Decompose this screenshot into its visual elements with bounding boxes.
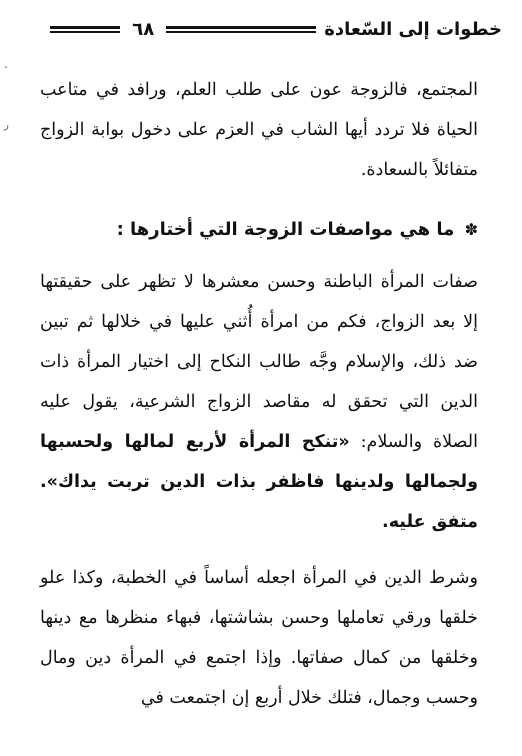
page-number: ٦٨ (132, 18, 155, 40)
header-rule-middle (166, 26, 316, 33)
header-rule-end (50, 26, 120, 33)
hadith-source-note: متفق عليه. (382, 512, 478, 532)
margin-mark: ر (4, 120, 9, 131)
paragraph-qualities (40, 262, 478, 542)
header-title: خطوات إلى السّعادة (324, 18, 502, 40)
paragraph-religion-condition: وشرط الدين في المرأة اجعله أساساً في الخطبة، وكذا علو خلقها ورقي تعاملها وحسن بشاشتها، فبهاء منظرها مع دينها وخلقها من كمال صفاتها. وإذا اجتمع في المرأة دين ومال وحسب وجمال، فتلك خلال أربع إن اجتمعت في (40, 568, 478, 708)
hadith-quote: «تنكح المرأة لأربع لمالها ولحسبها ولجمالها ولدينها فاظفر بذات الدين تربت يداك». (40, 432, 478, 492)
margin-mark: - (4, 62, 8, 73)
paragraph-intro: المجتمع، فالزوجة عون على طلب العلم، ورافد في متاعب الحياة فلا تردد أيها الشاب في العزم على دخول بوابة الزواج متفائلاً بالسعادة. (40, 80, 478, 180)
section-heading (40, 210, 478, 250)
paragraph-text: صفات المرأة الباطنة وحسن معشرها لا تظهر على حقيقتها إلا بعد الزواج، فكم من امرأة أُثني عليها في خلالها ثم تبين ضد ذلك، والإسلام وجَّه طالب النكاح إلى اختيار المرأة ذات الدين التي تحقق له مقاصد الزواج الشرعية، يقول عليه الصلاة والسلام: (40, 272, 478, 452)
running-header (28, 12, 502, 46)
section-heading-text: ما هي مواصفات الزوجة التي أختارها : (116, 219, 455, 240)
star-bullet-icon: ✽ (464, 220, 478, 239)
